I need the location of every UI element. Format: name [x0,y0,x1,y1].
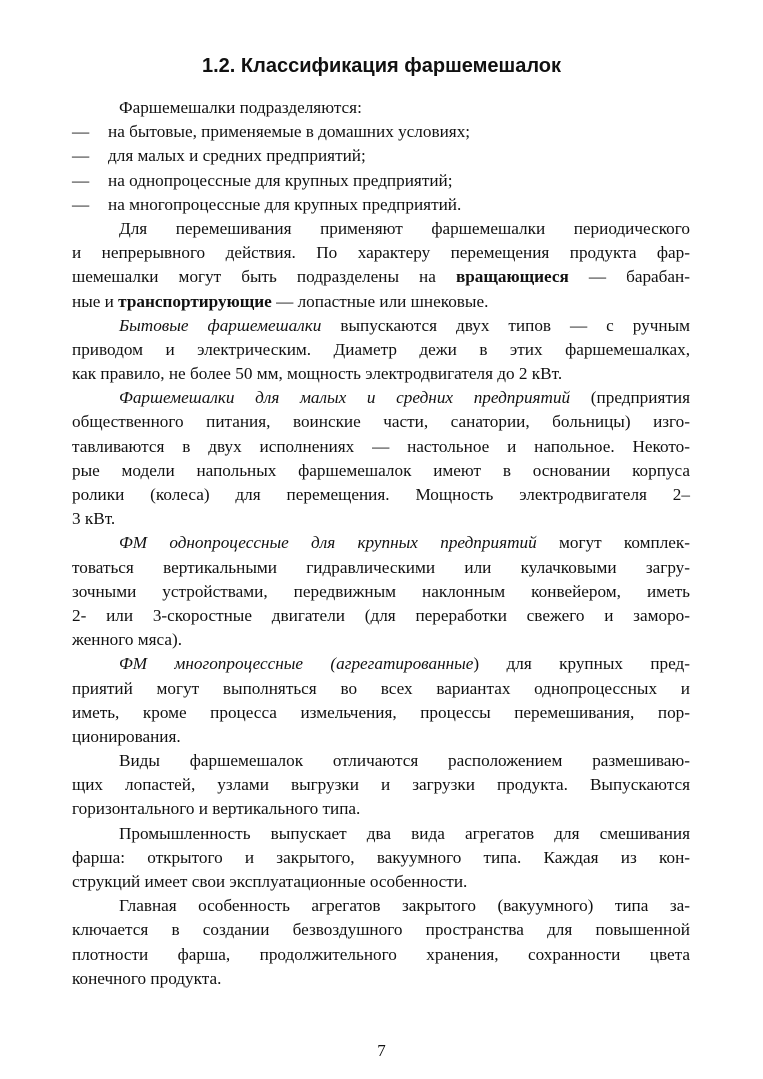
paragraph-industry [72,822,690,895]
text-run: — лопастные или шнековые. [271,291,489,311]
paragraph-single-process [72,531,690,652]
text-line: ролики (колеса) для перемещения. Мощность электродвигателя 2– [72,485,690,504]
text-run: выпускаются двух типов — с ручным [321,315,691,335]
list-item-text: на бытовые, применяемые в домашних условиях; [108,122,471,142]
paragraph-mixing-types [72,217,690,314]
text-line: как правило, не более 50 мм, мощность электродвигателя до 2 кВт. [72,364,563,384]
list-dash: — [72,122,90,142]
section-title: 1.2. Классификация фаршемешалок [202,55,561,77]
italic-term: Бытовые фаршемешалки [119,315,322,335]
text-line: приводом и электрическим. Диаметр дежи в этих фаршемешалках, [72,339,690,359]
text-line [72,314,690,338]
bold-term-rotating: вращающиеся [455,267,569,287]
text-run: ) для крупных пред- [473,654,690,674]
text-line: рые модели напольных фаршемешалок имеют в основании корпуса [72,460,690,480]
text-run: шемешалки могут быть подразделены на [72,267,456,287]
text-line: женного мяса). [72,630,183,650]
text-run: могут комплек- [536,533,690,553]
text-line: Главная особенность агрегатов закрытого (вакуумного) типа за- [119,896,690,916]
text-line: горизонтального и вертикального типа. [72,799,361,819]
text-line: товаться вертикальными гидравлическими или кулачковыми загру- [72,557,690,577]
paragraph-small-medium [72,386,690,531]
text-line: конечного продукта. [72,968,222,988]
italic-term: Фаршемешалки для малых и средних предприятий [119,388,571,408]
bold-term-transporting: транспортирующие [118,291,272,311]
list-item [72,193,690,217]
text-line [72,652,690,676]
text-line: фарша: открытого и закрытого, вакуумного типа. Каждая из кон- [72,847,690,867]
list-dash: — [72,170,90,190]
text-line [72,531,690,555]
text-run: ные и [72,291,119,311]
text-run: (предприятия [570,388,690,408]
classification-list [72,96,690,217]
text-line: зочными устройствами, передвижным наклонным конвейером, иметь [72,581,690,601]
text-line: плотности фарша, продолжительного хранения, сохранности цвета [72,944,690,964]
text-line: струкций имеет свои эксплуатационные особенности. [72,872,468,891]
paragraph-vacuum [72,894,690,991]
text-line: Виды фаршемешалок отличаются расположением размешиваю- [119,751,690,771]
text-line [72,386,690,410]
list-item [72,144,690,168]
list-intro: Фаршемешалки подразделяются: [119,98,362,117]
italic-term: ФМ однопроцессные для крупных предприятий [119,533,537,553]
text-line: общественного питания, воинские части, санатории, больницы) изго- [72,412,690,432]
text-line: ключается в создании безвоздушного пространства для повышенной [72,920,690,940]
document-body [72,96,690,991]
text-line: приятий могут выполняться во всех вариантах однопроцессных и [72,678,690,698]
text-line: Промышленность выпускает два вида агрегатов для смешивания [119,823,690,843]
text-line [72,290,690,314]
text-line: Для перемешивания применяют фаршемешалки периодического [119,218,690,238]
page-number: 7 [377,1041,386,1060]
text-run: — барабан- [568,267,690,287]
list-item-text: на многопроцессные для крупных предприятий. [108,194,462,214]
text-line: тавливаются в двух исполнениях — настольное и напольное. Некото- [72,436,690,456]
text-line: 3 кВт. [72,509,116,529]
text-line: ционирования. [72,726,181,746]
list-item-text: для малых и средних предприятий; [108,146,366,166]
list-dash: — [72,146,90,166]
list-item-text: на однопроцессные для крупных предприятий; [108,170,453,190]
text-line [72,265,690,289]
list-dash: — [72,194,90,214]
italic-term: ФМ многопроцессные (агрегатированные [119,654,474,674]
list-item [72,120,690,144]
paragraph-types [72,749,690,822]
list-item [72,169,690,193]
paragraph-multi-process [72,652,690,749]
paragraph-household [72,314,690,387]
text-line: и непрерывного действия. По характеру перемещения продукта фар- [72,243,690,263]
text-line: 2- или 3-скоростные двигатели (для переработки свежего и заморо- [72,605,690,625]
text-line: иметь, кроме процесса измельчения, процессы перемешивания, пор- [72,702,690,722]
text-line: щих лопастей, узлами выгрузки и загрузки продукта. Выпускаются [72,775,690,795]
